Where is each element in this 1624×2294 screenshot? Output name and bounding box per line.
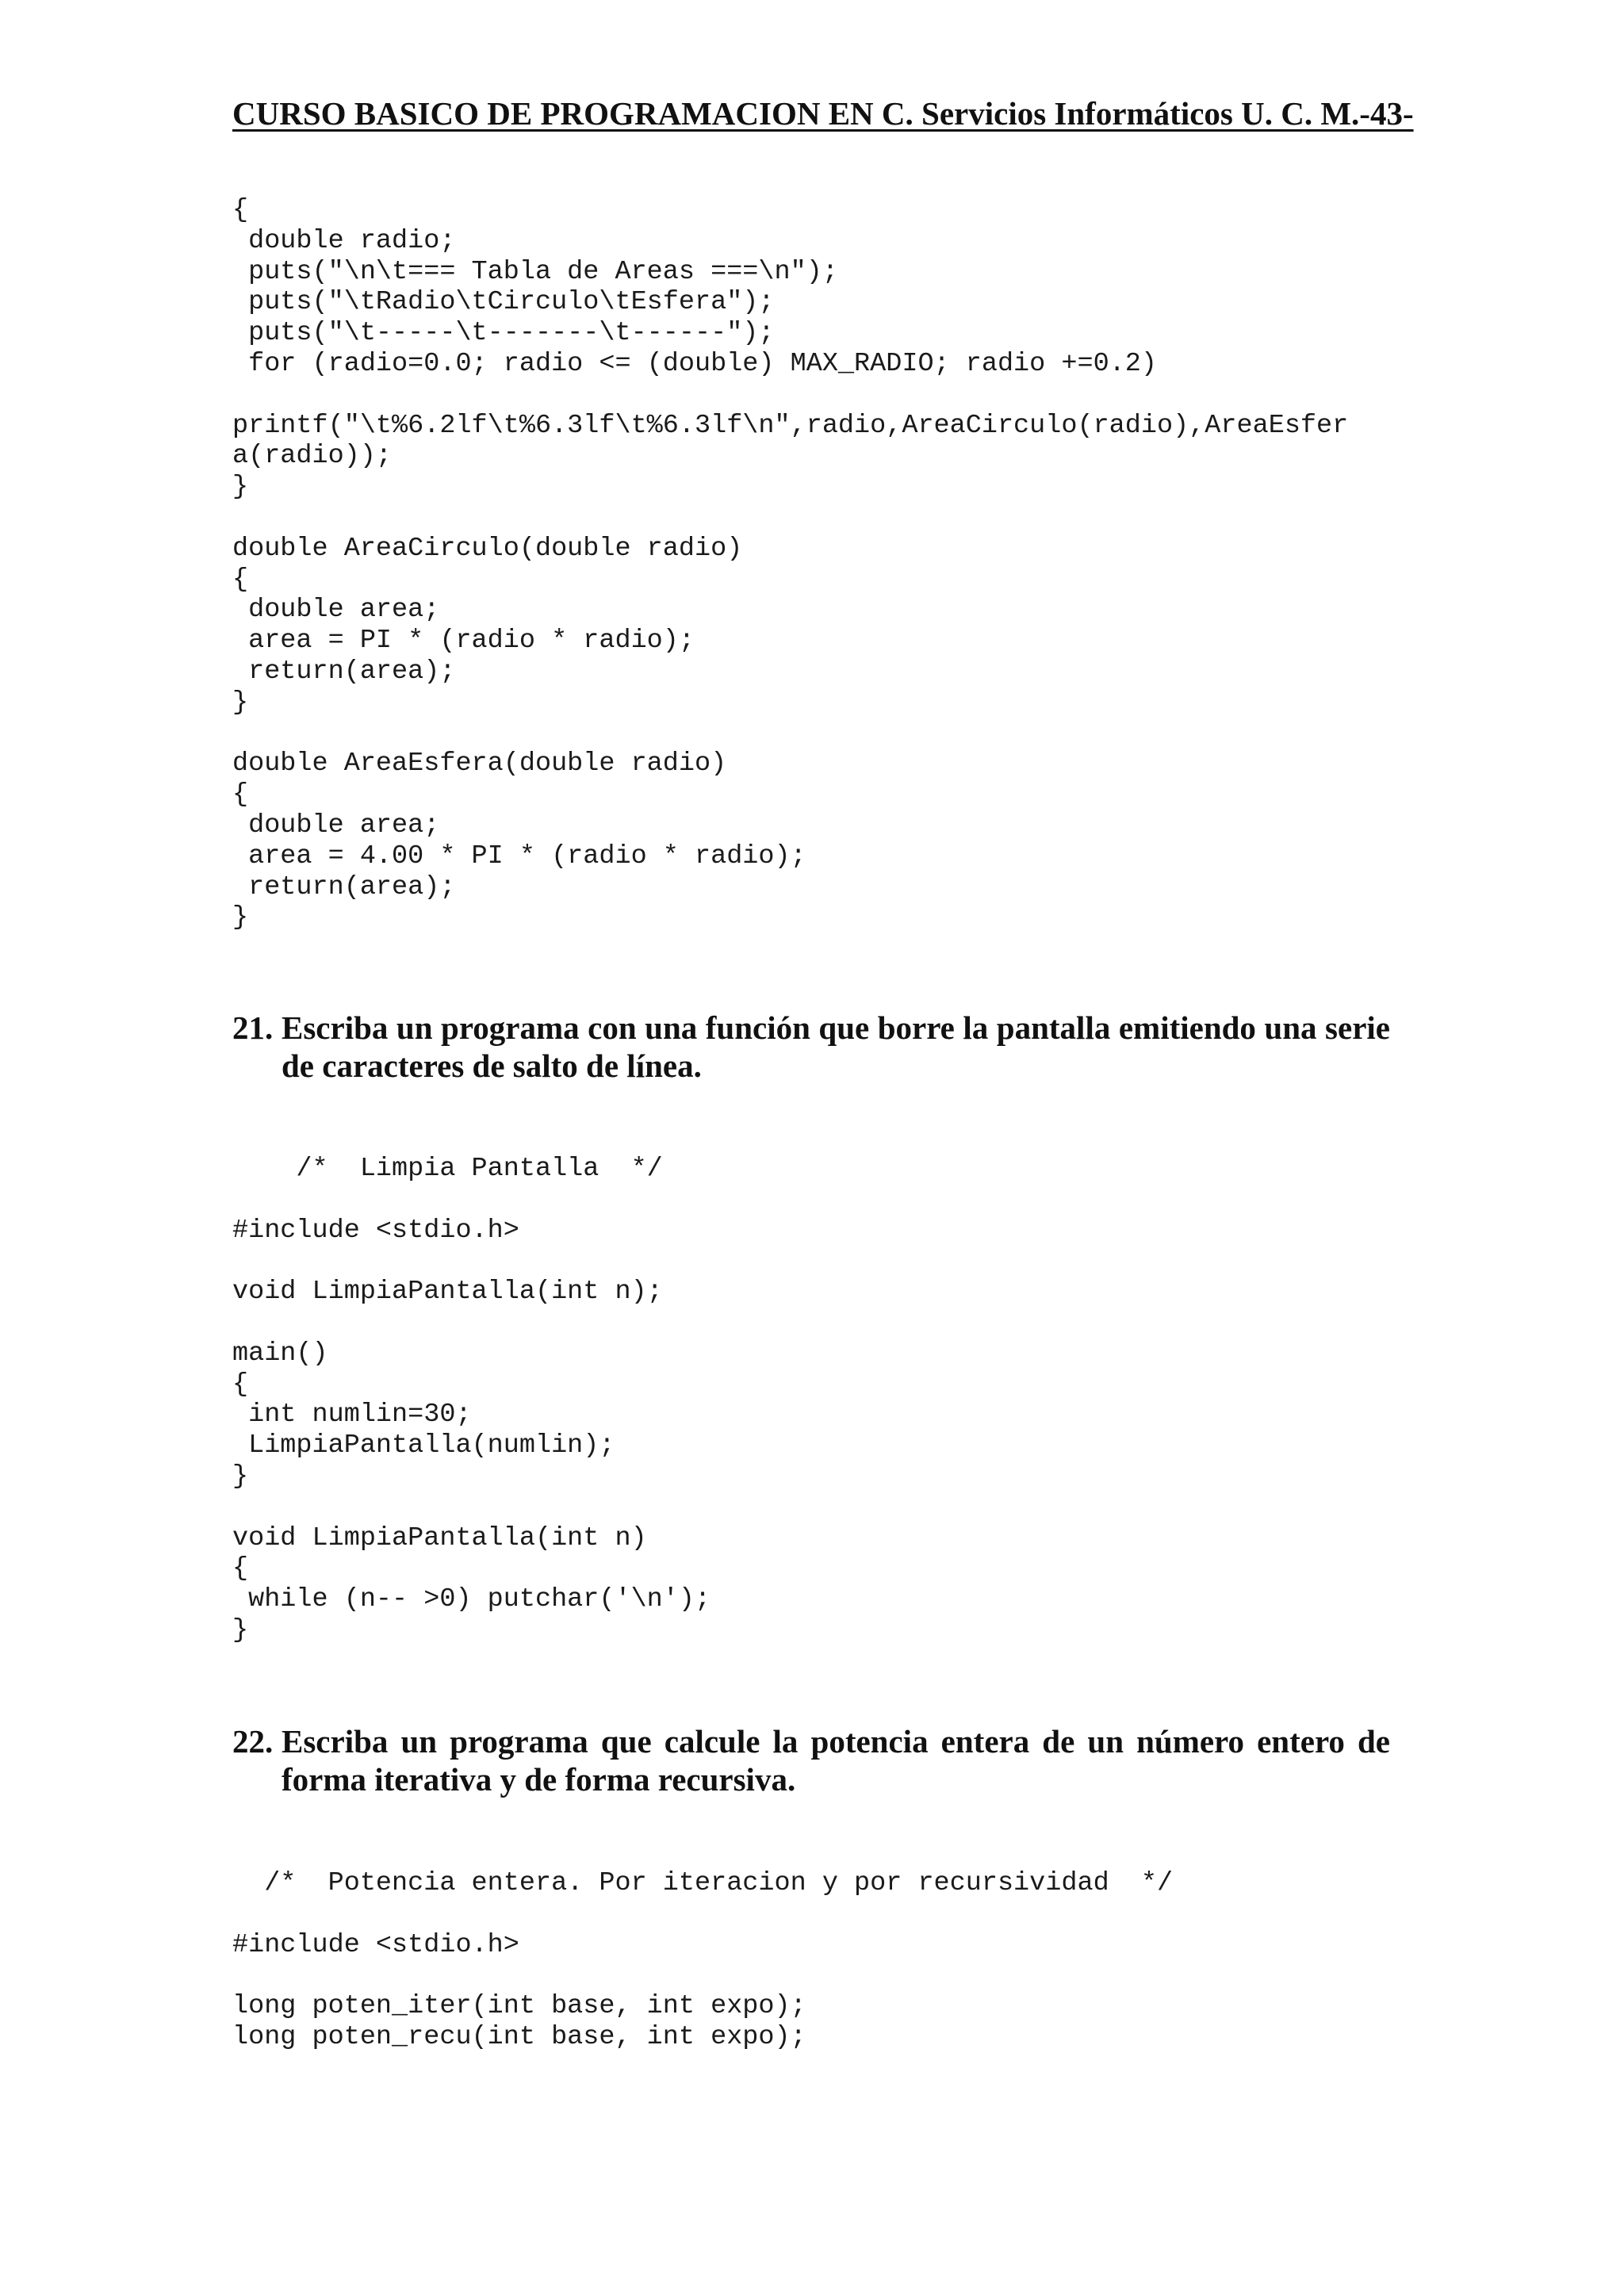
code-line: long poten_iter(int base, int expo); bbox=[232, 1991, 806, 2022]
code-line bbox=[232, 1185, 710, 1216]
code-block-area-table bbox=[232, 195, 1348, 933]
code-line: { bbox=[232, 1553, 249, 1584]
code-line: puts("\tRadio\tCirculo\tEsfera"); bbox=[232, 287, 775, 318]
page-header: CURSO BASICO DE PROGRAMACION EN C. Servicios Informáticos U. C. M.-43- bbox=[232, 95, 1414, 132]
code-line: double area; bbox=[232, 810, 440, 841]
code-line bbox=[232, 380, 1348, 411]
code-line: #include <stdio.h> bbox=[232, 1929, 519, 1960]
exercise-21-text: Escriba un programa con una función que borre la pantalla emitiendo una serie de caracteres de salto de línea. bbox=[282, 1009, 1390, 1084]
code-line: printf("\t%6.2lf\t%6.3lf\t%6.3lf\n",radio,AreaCirculo(radio),AreaEsfer bbox=[232, 410, 1349, 441]
code-line: double area; bbox=[232, 595, 440, 626]
code-line: } bbox=[232, 687, 249, 718]
code-line: a(radio)); bbox=[232, 441, 393, 472]
code-line bbox=[232, 1899, 1173, 1930]
code-line: int numlin=30; bbox=[232, 1400, 472, 1430]
code-line bbox=[232, 1492, 710, 1523]
code-line: return(area); bbox=[232, 871, 456, 902]
code-line: puts("\n\t=== Tabla de Areas ===\n"); bbox=[232, 256, 838, 287]
code-line: return(area); bbox=[232, 656, 456, 687]
code-line: void LimpiaPantalla(int n); bbox=[232, 1277, 663, 1308]
code-line: double AreaCirculo(double radio) bbox=[232, 533, 743, 564]
code-line: double AreaEsfera(double radio) bbox=[232, 749, 727, 779]
code-line: /* Potencia entera. Por iteracion y por recursividad */ bbox=[232, 1868, 1174, 1898]
code-line: for (radio=0.0; radio <= (double) MAX_RADIO; radio +=0.2) bbox=[232, 348, 1157, 379]
code-line: LimpiaPantalla(numlin); bbox=[232, 1430, 615, 1461]
code-block-limpia-pantalla bbox=[232, 1154, 710, 1646]
code-line: main() bbox=[232, 1338, 328, 1369]
code-line: double radio; bbox=[232, 225, 456, 256]
code-line: { bbox=[232, 195, 249, 225]
code-line bbox=[232, 718, 1348, 749]
code-line: { bbox=[232, 779, 249, 810]
code-line: { bbox=[232, 564, 249, 595]
code-line bbox=[232, 503, 1348, 534]
code-line: area = 4.00 * PI * (radio * radio); bbox=[232, 841, 806, 871]
code-block-potencia bbox=[232, 1868, 1173, 2053]
exercise-22 bbox=[232, 1722, 1390, 1798]
code-line: } bbox=[232, 1614, 249, 1645]
code-line: puts("\t-----\t-------\t------"); bbox=[232, 318, 775, 349]
code-line: } bbox=[232, 1461, 249, 1492]
exercise-22-number: 22. bbox=[232, 1723, 274, 1760]
code-line: long poten_recu(int base, int expo); bbox=[232, 2021, 806, 2052]
code-line: void LimpiaPantalla(int n) bbox=[232, 1522, 647, 1553]
code-line: } bbox=[232, 902, 249, 933]
code-line: { bbox=[232, 1369, 249, 1400]
code-line: /* Limpia Pantalla */ bbox=[232, 1154, 663, 1184]
code-line: } bbox=[232, 472, 249, 503]
code-line: area = PI * (radio * radio); bbox=[232, 626, 695, 657]
code-line: while (n-- >0) putchar('\n'); bbox=[232, 1584, 711, 1615]
code-line bbox=[232, 1960, 1173, 1991]
exercise-21-number: 21. bbox=[232, 1009, 274, 1046]
code-line bbox=[232, 1246, 710, 1277]
code-line bbox=[232, 1308, 710, 1338]
code-line: #include <stdio.h> bbox=[232, 1215, 519, 1246]
exercise-22-text: Escriba un programa que calcule la potencia entera de un número entero de forma iterativa y de forma recursiva. bbox=[282, 1723, 1390, 1798]
exercise-21 bbox=[232, 1009, 1390, 1085]
